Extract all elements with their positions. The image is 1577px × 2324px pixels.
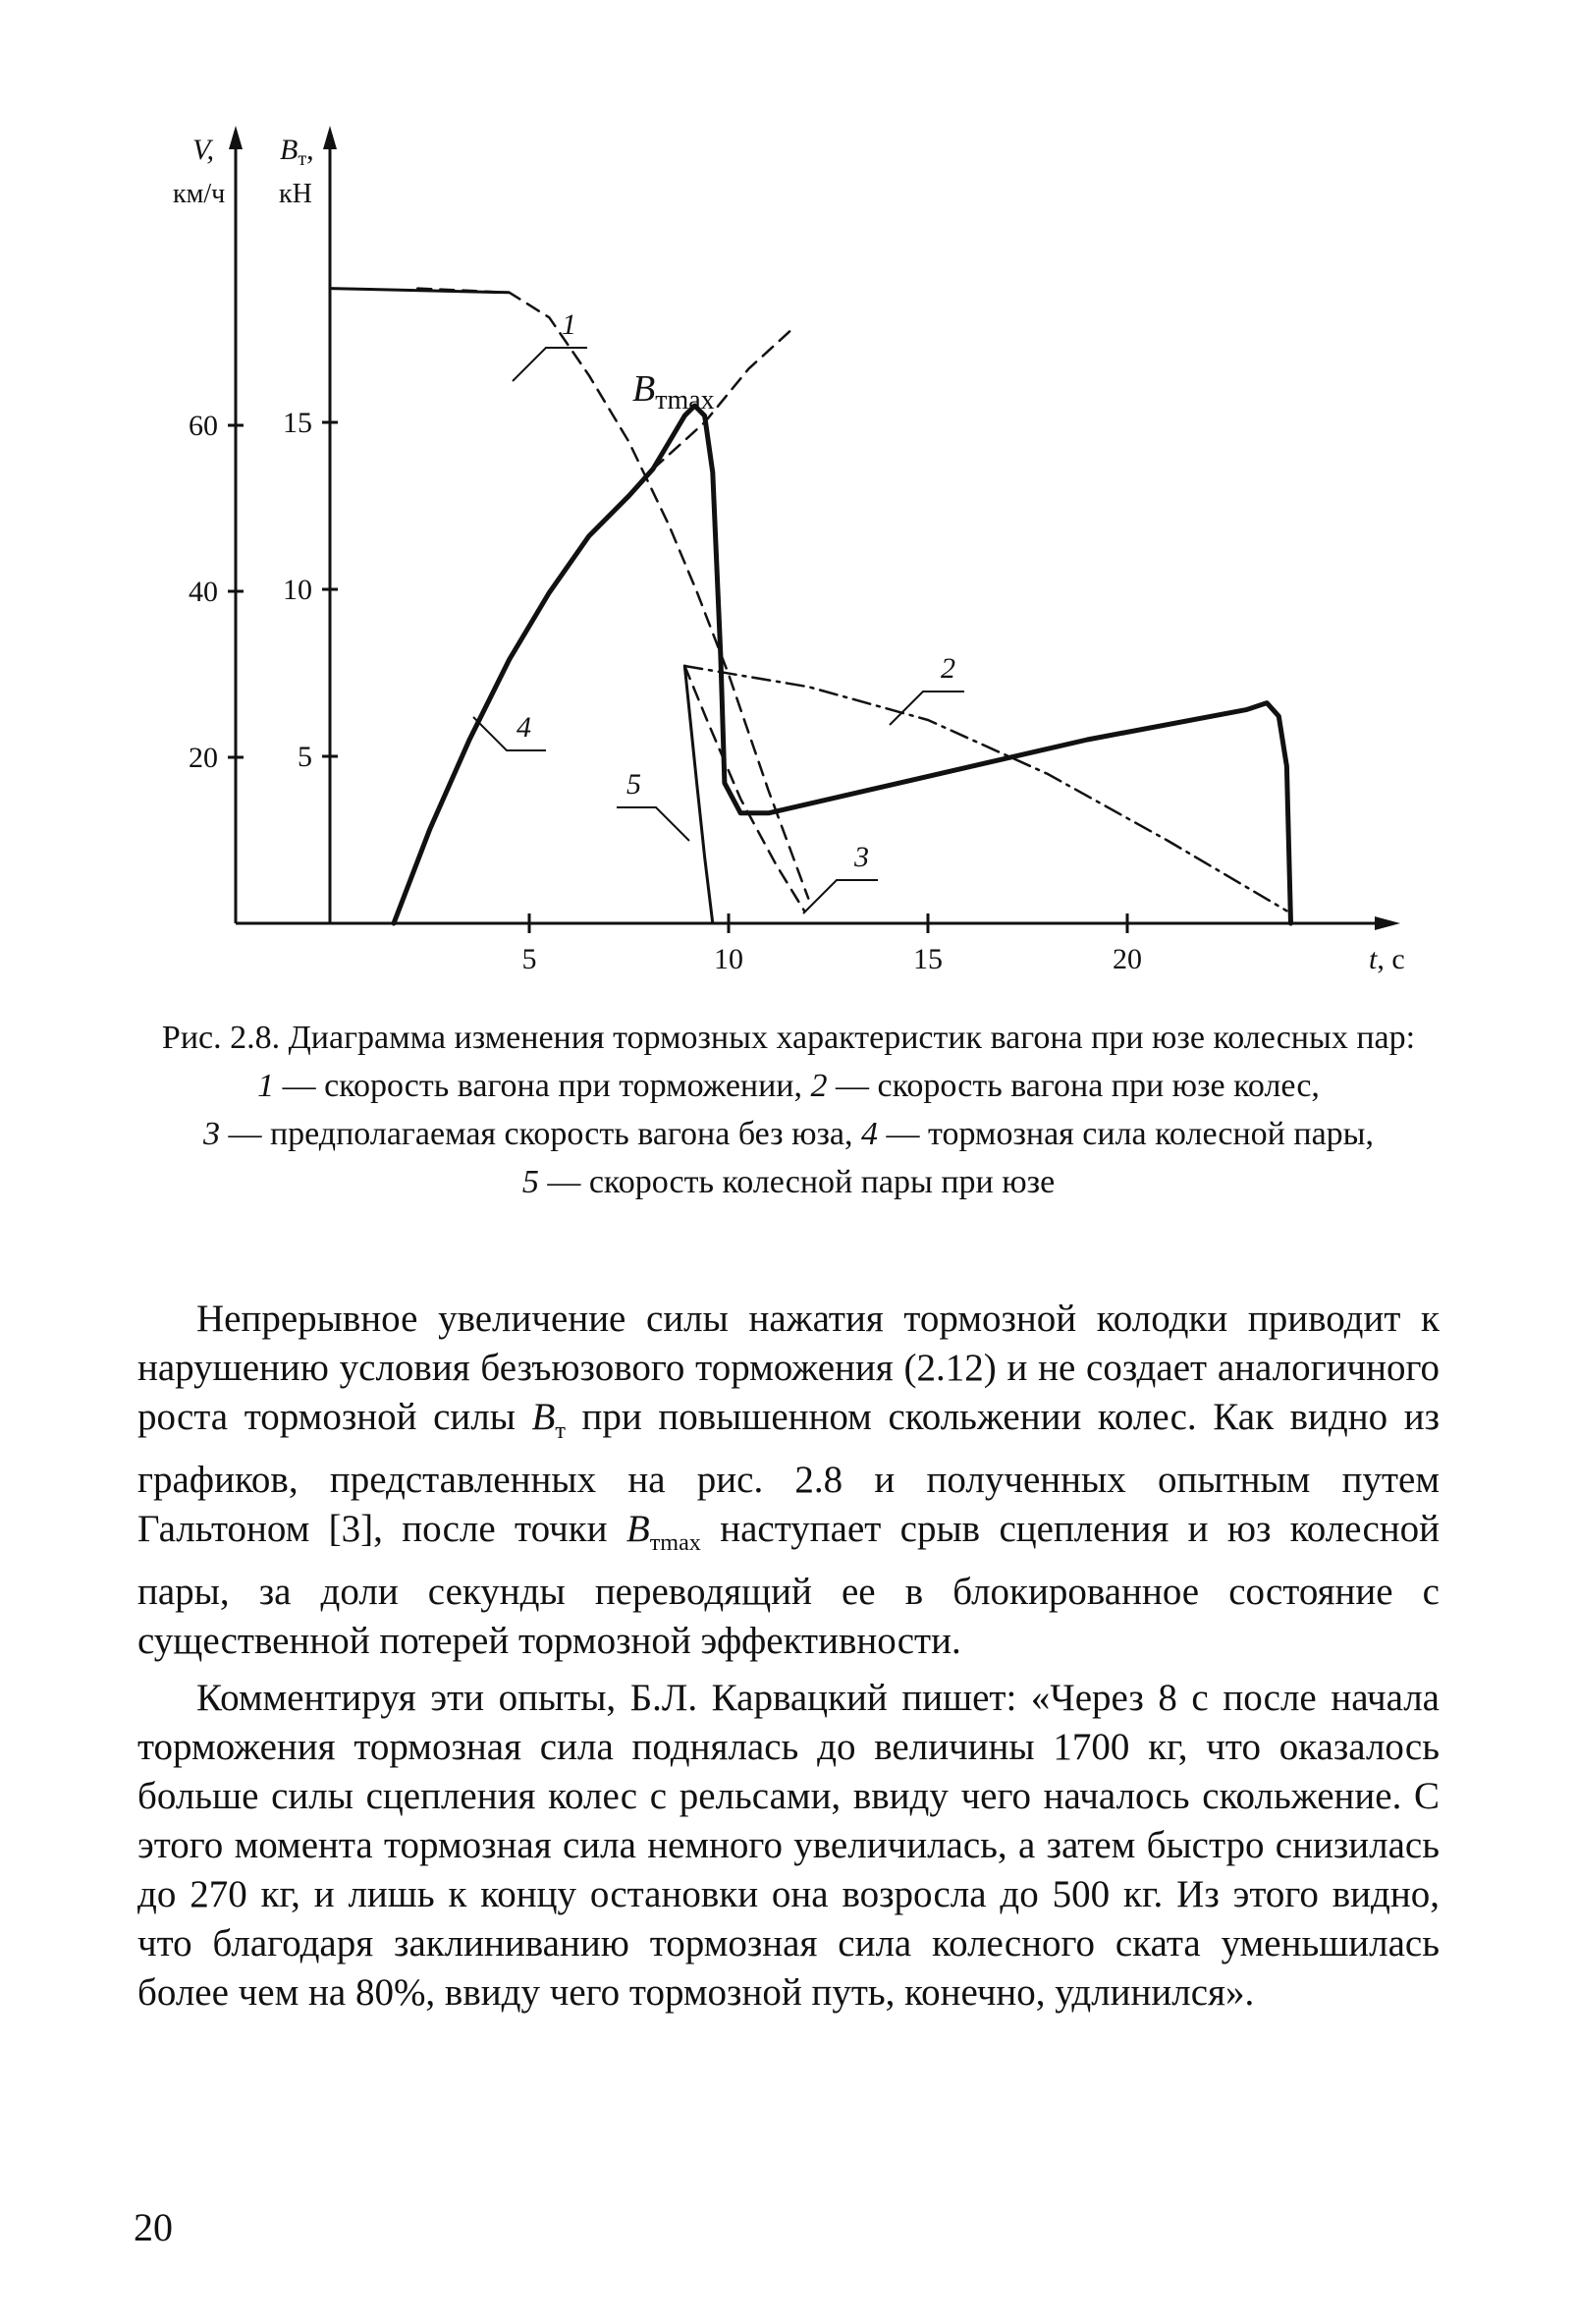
axis-ticks (228, 422, 1127, 933)
v-tick-label: 20 (189, 742, 218, 774)
curve-label-1: 1 (562, 308, 576, 341)
bmax-label: $B_{тmax}$ (632, 368, 715, 415)
leader-5 (617, 807, 689, 841)
series-1-start-line (330, 289, 510, 293)
caption-item-2-text: — скорость вагона при юзе колес, (827, 1068, 1320, 1104)
caption-item-4-text: — тормозная сила колесной пары, (878, 1116, 1375, 1152)
caption-item-5-text: — скорость колесной пары при юзе (538, 1164, 1056, 1200)
v-axis-label: V, (192, 134, 214, 166)
leader-4 (473, 717, 546, 750)
leader-1 (513, 348, 587, 381)
curve-label-2: 2 (941, 652, 955, 685)
caption-legend (137, 1062, 1440, 1206)
v-tick-label: 60 (189, 410, 218, 442)
curve-label-3: 3 (854, 841, 869, 873)
b-axis-label: $B_т$, (280, 134, 314, 170)
curve-label-4: 4 (517, 711, 531, 744)
t-axis-arrow (1375, 916, 1400, 930)
paragraph-1: Непрерывное увеличение силы нажатия тормозной колодки приводит к нарушению условия безъюзового торможения (2.12) и не создает аналогичного роста тормозной силы $B_т$ при повышенном скольжении колес. Как видно из графиков, представленных на рис. 2.8 и полученных опытным путем Гальтоном [3], после точки $B_{тmax}$ наступает срыв сцепления и юз колесной пары, за доли секунды переводящий ее в блокированное состояние с существенной потерей тормозной эффективности. (137, 1298, 1440, 1662)
b-tick-label: 10 (283, 574, 312, 606)
caption-item-5-num: 5 (521, 1164, 539, 1200)
braking-diagram (0, 0, 1577, 992)
series-1-line (417, 289, 808, 899)
figure-caption (137, 1014, 1440, 1206)
v-tick-label: 40 (189, 576, 218, 608)
curve-label-5: 5 (626, 768, 641, 801)
curves (330, 289, 1291, 923)
v-axis-arrow (229, 126, 243, 149)
t-axis-label: t, с (1369, 943, 1405, 975)
caption-item-1-num: 1 (257, 1068, 275, 1104)
caption-item-4-num: 4 (861, 1116, 879, 1152)
b-tick-label: 15 (283, 407, 312, 439)
leader-3 (803, 880, 878, 913)
b-axis-arrow (323, 126, 337, 149)
caption-item-3-text: — предполагаемая скорость вагона без юза, (219, 1116, 862, 1152)
paragraph-2: Комментируя эти опыты, Б.Л. Карвацкий пишет: «Через 8 с после начала торможения тормозная сила поднялась до величины 1700 кг, что оказалось больше силы сцепления колес с рельсами, ввиду чего началось скольжение. С этого момента тормозная сила немного увеличилась, а затем быстро снизилась до 270 кг, и лишь к концу остановки она возросла до 500 кг. Из этого видно, что благодаря заклиниванию тормозная сила колесного ската уменьшилась более чем на 80%, ввиду чего тормозной путь, конечно, удлинился». (137, 1676, 1440, 2014)
tick-labels (189, 407, 1142, 975)
series-3-line (684, 666, 804, 911)
v-axis-unit: км/ч (173, 179, 226, 209)
caption-item-3-num: 3 (202, 1116, 220, 1152)
series-4-line (394, 406, 1291, 923)
series-5-line (684, 666, 713, 923)
x-tick-label: 20 (1113, 943, 1142, 975)
body-text (137, 1295, 1440, 2025)
x-tick-label: 10 (714, 943, 743, 975)
x-tick-label: 5 (521, 943, 537, 975)
b-axis-unit: кН (279, 179, 312, 209)
caption-item-2-num: 2 (810, 1068, 828, 1104)
series-2-line (684, 666, 1286, 911)
caption-item-1-text: — скорость вагона при торможении, (274, 1068, 811, 1104)
b-tick-label: 5 (298, 741, 312, 773)
caption-title: Рис. 2.8. Диаграмма изменения тормозных характеристик вагона при юзе колесных пар: (161, 1020, 1416, 1056)
x-tick-label: 15 (913, 943, 943, 975)
page-number: 20 (134, 2205, 173, 2249)
